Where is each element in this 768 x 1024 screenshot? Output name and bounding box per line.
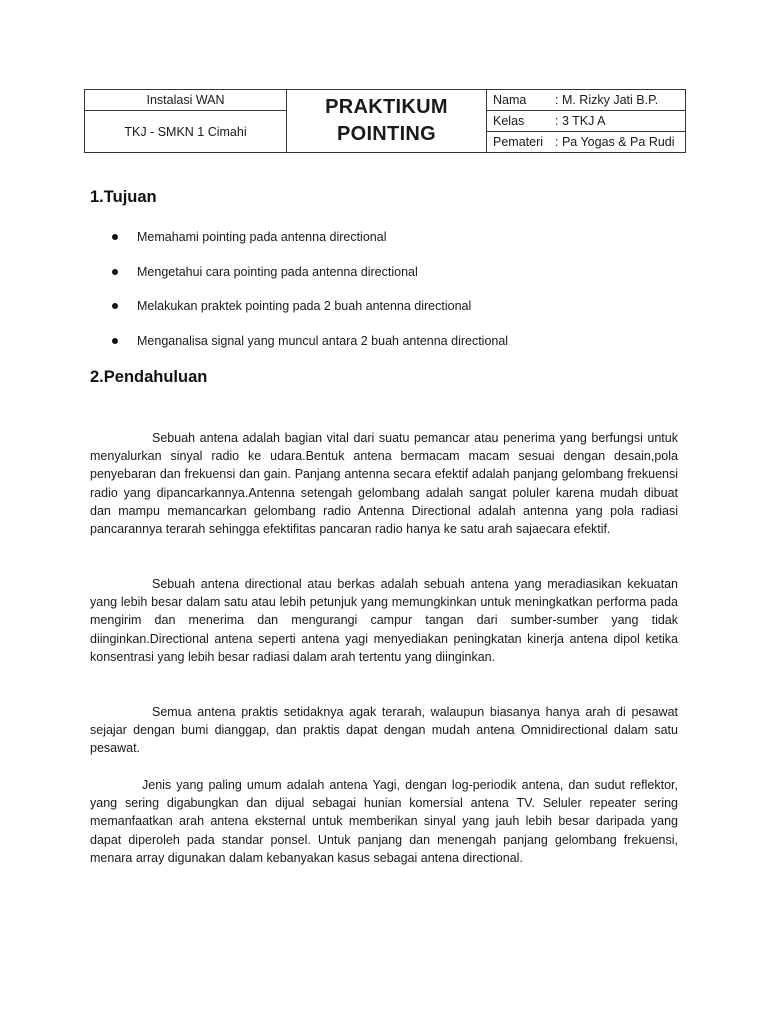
title-cell: [287, 90, 487, 153]
list-item: [112, 229, 508, 264]
title-line-1: PRAKTIKUM: [325, 96, 448, 118]
list-item: [112, 264, 508, 299]
school-cell: [85, 111, 287, 153]
list-item-text: Memahami pointing pada antenna directional: [137, 230, 387, 244]
bullet-icon: [112, 303, 118, 309]
course-cell: [85, 90, 287, 111]
bullet-icon: [112, 269, 118, 275]
section-heading-tujuan: 1.Tujuan: [90, 188, 157, 206]
section-heading-pendahuluan: 2.Pendahuluan: [90, 368, 208, 386]
info-presenter-cell: [487, 132, 686, 153]
course-name: Instalasi WAN: [146, 93, 225, 107]
list-item: [112, 298, 508, 333]
info-label: Nama: [493, 93, 527, 107]
info-label: Pemateri: [493, 135, 544, 149]
bullet-icon: [112, 338, 118, 344]
paragraph: Semua antena praktis setidaknya agak terarah, walaupun biasanya hanya arah di pesawat sejajar dengan bumi dianggap, dan praktis dapat dengan mudah antena Omnidirectional dalam satu pesawat.: [90, 705, 678, 756]
info-label: Kelas: [493, 114, 525, 128]
school-name: TKJ - SMKN 1 Cimahi: [124, 124, 247, 139]
list-item-text: Menganalisa signal yang muncul antara 2 buah antenna directional: [137, 333, 509, 348]
info-class-cell: [487, 111, 686, 132]
header-table: [84, 89, 686, 153]
info-value: : 3 TKJ A: [555, 114, 606, 128]
goals-list: [112, 229, 508, 367]
info-value: : Pa Yogas & Pa Rudi: [555, 135, 675, 149]
paragraph: Sebuah antena adalah bagian vital dari suatu pemancar atau penerima yang berfungsi untuk menyalurkan sinyal radio ke udara.Bentuk antena bermacam macam sesuai dengan desain,pola penyebaran dan frekuensi dan gain. Panjang antenna secara efektif adalah panjang gelombang frekuensi radio yang dipancarkannya.Antenna setengah gelombang adalah sangat poluler karena mudah dibuat dan mampu memancarkan gelombang radio Antenna Directional adalah antenna yang pola radiasi pancarannya terarah sehingga efektifitas pancaran radio hanya ke satu arah sajaecara efektif.: [90, 431, 678, 537]
list-item: [112, 333, 508, 368]
title-line-2: POINTING: [336, 123, 437, 145]
info-value: : M. Rizky Jati B.P.: [555, 93, 659, 107]
list-item-text: Mengetahui cara pointing pada antenna directional: [137, 264, 418, 279]
paragraph: Sebuah antena directional atau berkas adalah sebuah antena yang meradiasikan kekuatan yang lebih besar dalam satu atau lebih petunjuk yang memungkinkan untuk meningkatkan performa pada mengirim dan menerima dan mengurangi campur tangan dari sumber-sumber yang tidak diinginkan.Directional antena seperti antena yagi menyediakan peningkatan kinerja antena dipol ketika konsentrasi yang lebih besar radiasi dalam arah tertentu yang diinginkan.: [90, 577, 678, 664]
list-item-text: Melakukan praktek pointing pada 2 buah antenna directional: [137, 299, 472, 313]
info-name-cell: [487, 90, 686, 111]
bullet-icon: [112, 234, 118, 240]
paragraph: Jenis yang paling umum adalah antena Yagi, dengan log-periodik antena, dan sudut reflektor, yang sering digabungkan dan dijual sebagai hunian komersial antena TV. Seluler repeater sering memanfaatkan arah antena eksternal untuk memberikan sinyal yang jauh lebih besar daripada yang dapat diperoleh pada standar ponsel. Untuk panjang dan menengah panjang gelombang frekuensi, menara array digunakan dalam kebanyakan kasus sebagai antena directional.: [90, 778, 678, 865]
